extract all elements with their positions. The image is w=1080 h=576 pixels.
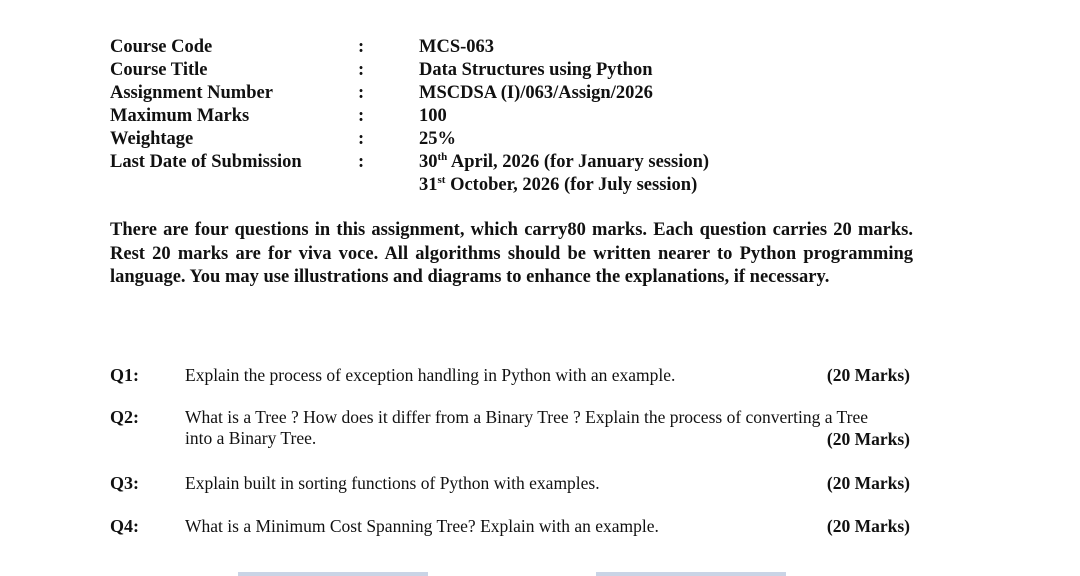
date-day: 30	[419, 152, 438, 172]
maximum-marks-value: 100	[419, 106, 447, 126]
date-rest: April, 2026 (for January session)	[447, 152, 710, 172]
weightage-value: 25%	[419, 129, 456, 149]
question-text: What is a Minimum Cost Spanning Tree? Explain with an example.	[185, 516, 659, 536]
question-text: Explain built in sorting functions of Python with examples.	[185, 473, 600, 493]
question-number: Q4:	[110, 516, 139, 536]
question-2	[110, 407, 910, 451]
question-marks: (20 Marks)	[826, 473, 910, 493]
separator: :	[358, 60, 365, 80]
separator: :	[358, 106, 365, 126]
question-text: Explain the process of exception handling in Python with an example.	[185, 365, 676, 385]
date-ordinal: th	[437, 151, 448, 163]
july-session-date	[419, 174, 697, 197]
submission-date-label: Last Date of Submission	[110, 152, 302, 172]
question-number: Q3:	[110, 473, 139, 493]
date-day: 31	[419, 175, 438, 195]
weightage-label: Weightage	[110, 129, 194, 149]
question-text: What is a Tree ? How does it differ from a Binary Tree ? Explain the process of converting a Tree into a Binary Tree.	[185, 407, 868, 448]
cut-off-text-fragment	[596, 572, 786, 576]
instructions-paragraph: There are four questions in this assignment, which carry80 marks. Each question carries 20 marks. Rest 20 marks are for viva voce. All algorithms should be written nearer to Python programming language. You may use illustrations and diagrams to enhance the explanations, if necessary.	[110, 220, 913, 287]
question-4	[110, 516, 910, 538]
question-1	[110, 365, 910, 387]
course-code-value: MCS-063	[419, 37, 495, 57]
question-number: Q1:	[110, 365, 139, 385]
separator: :	[358, 129, 365, 149]
course-code-label: Course Code	[110, 37, 213, 57]
question-3	[110, 473, 910, 495]
january-session-date	[419, 151, 709, 174]
question-number: Q2:	[110, 407, 139, 427]
maximum-marks-label: Maximum Marks	[110, 106, 250, 126]
cut-off-text-fragment	[238, 572, 428, 576]
course-title-label: Course Title	[110, 60, 208, 80]
question-marks: (20 Marks)	[826, 516, 910, 536]
course-title-value: Data Structures using Python	[419, 60, 653, 80]
assignment-number-label: Assignment Number	[110, 83, 273, 103]
assignment-number-value: MSCDSA (I)/063/Assign/2026	[419, 83, 653, 103]
question-marks: (20 Marks)	[826, 365, 910, 385]
question-marks: (20 Marks)	[826, 429, 910, 449]
separator: :	[358, 37, 365, 57]
separator: :	[358, 152, 365, 172]
date-rest: October, 2026 (for July session)	[445, 175, 698, 195]
date-ordinal: st	[437, 174, 446, 186]
separator: :	[358, 83, 365, 103]
